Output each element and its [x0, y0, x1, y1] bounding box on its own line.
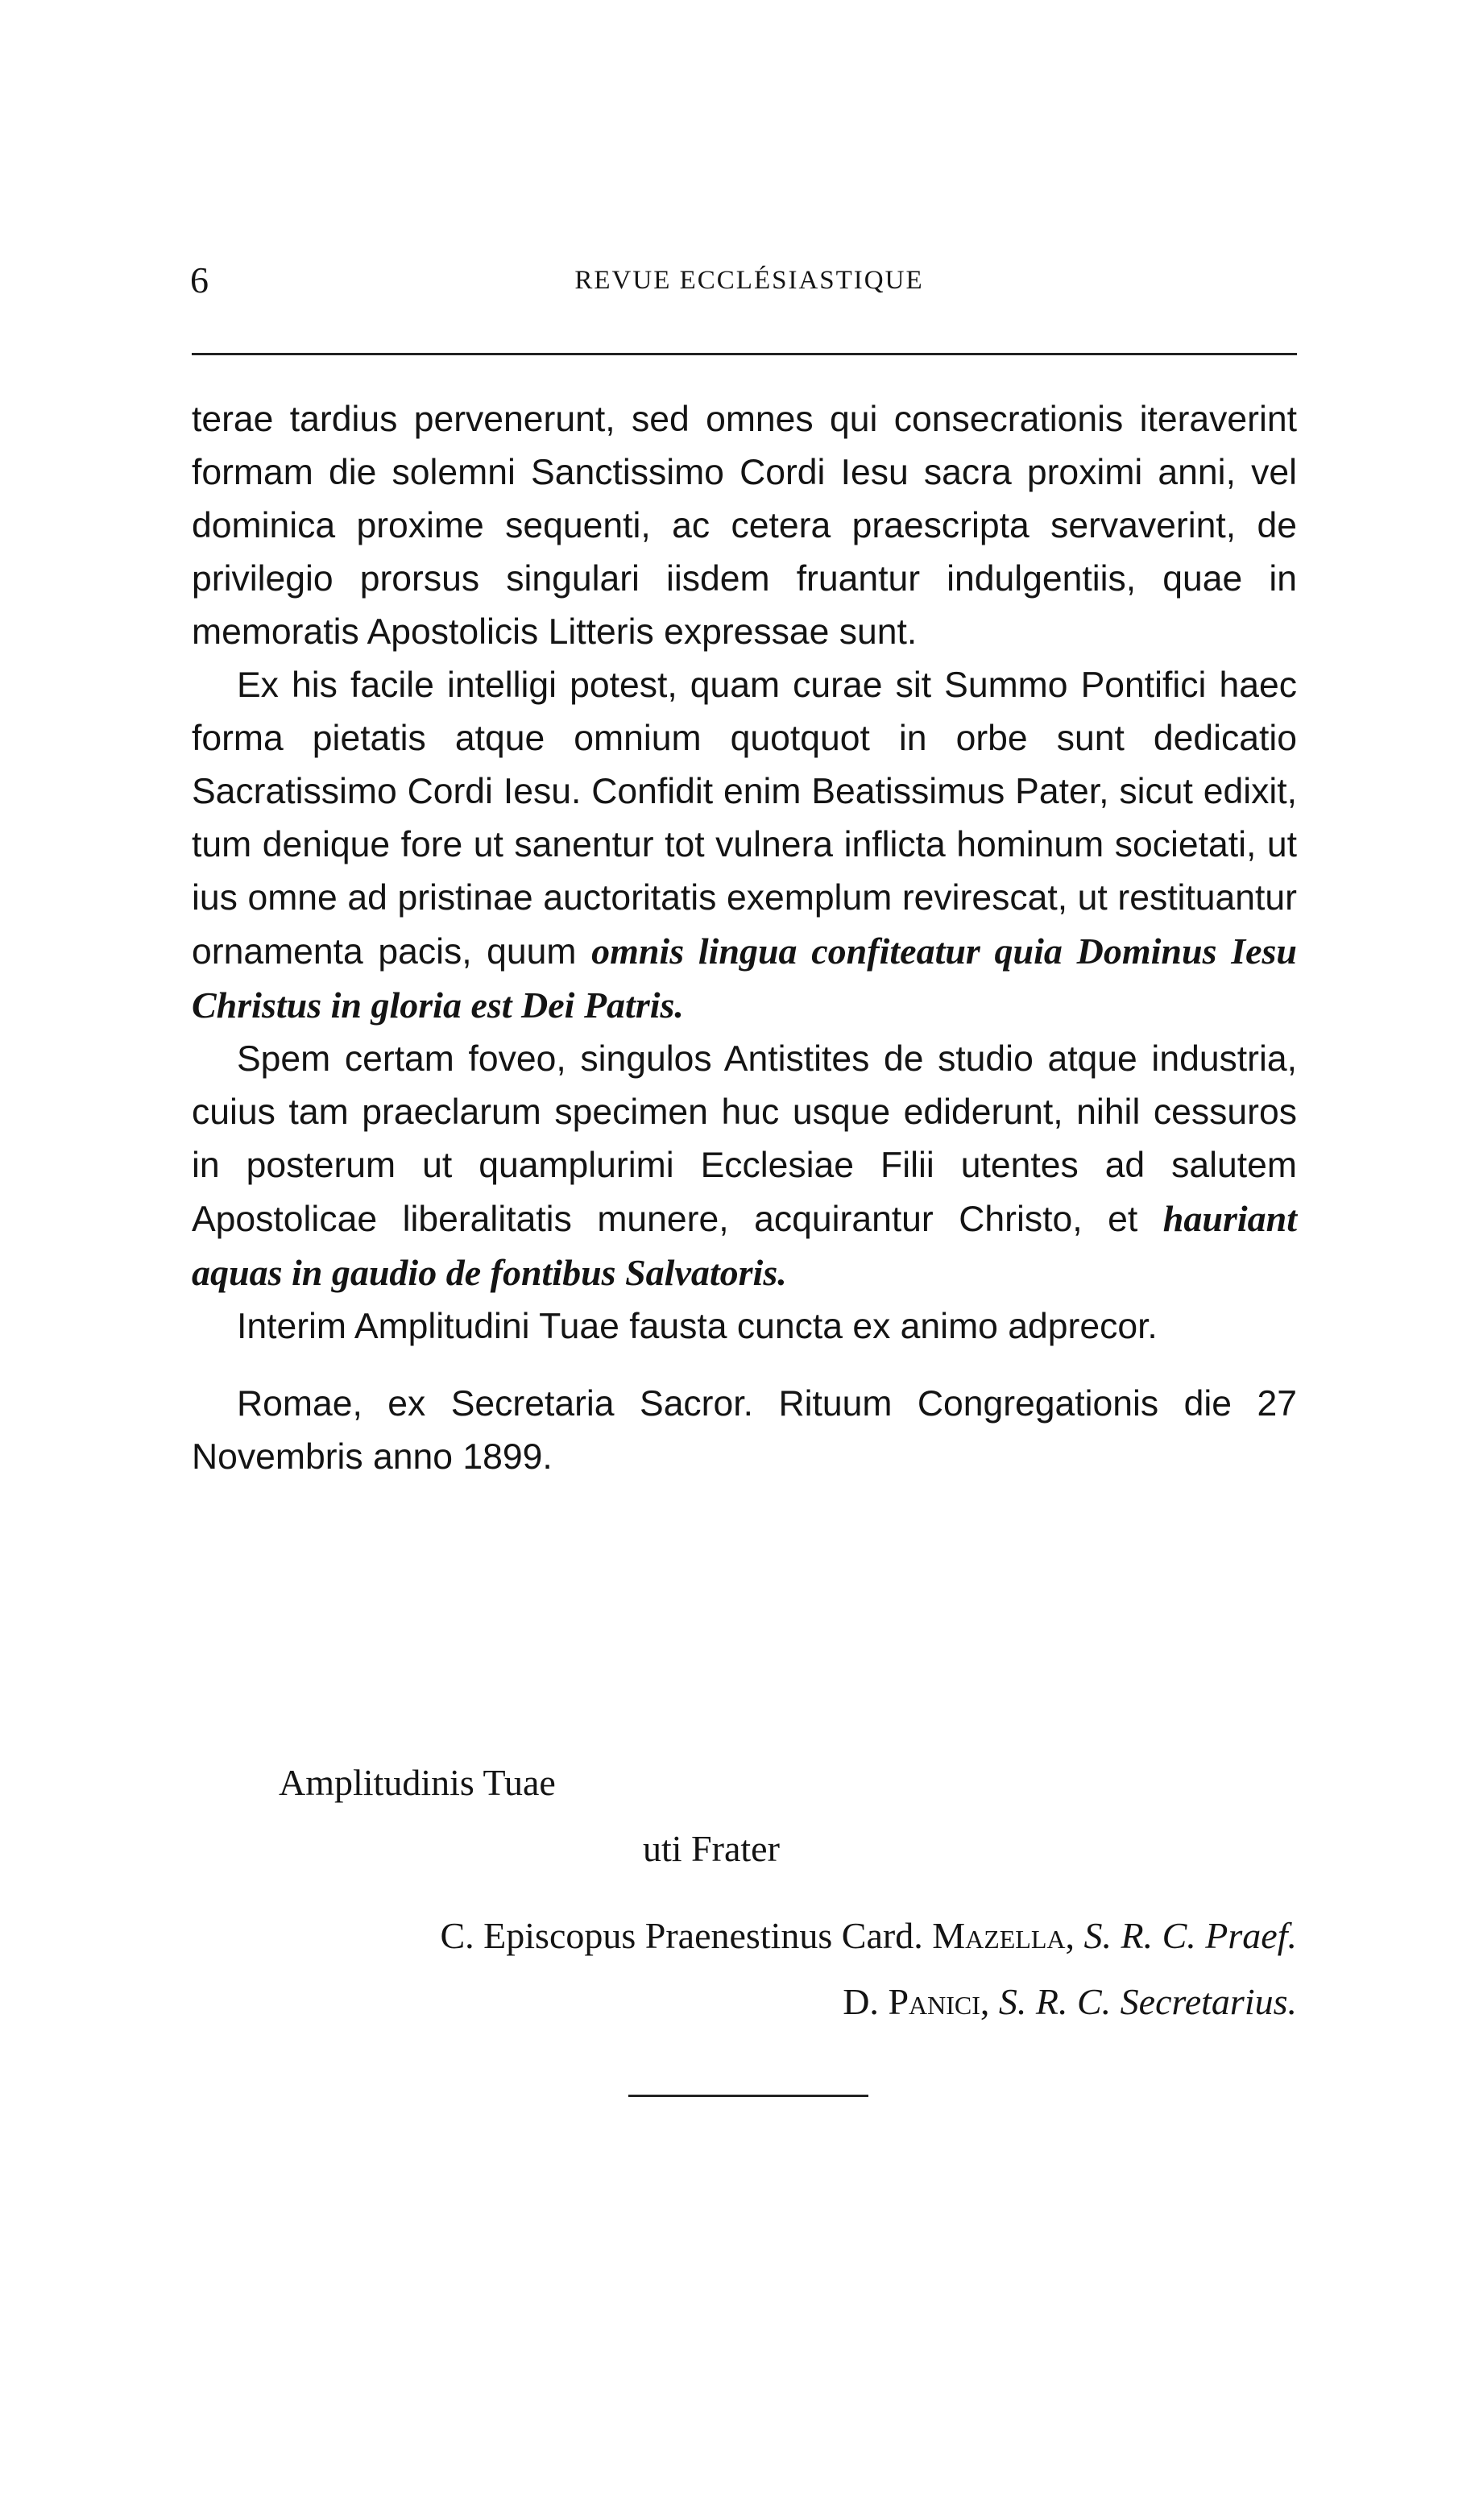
- signature-prefect-title: S. R. C. Praef.: [1083, 1915, 1297, 1956]
- signature-prefect-sep: ,: [1065, 1915, 1084, 1956]
- signature-prefect-prefix: C. Episcopus Praenestinus Card.: [440, 1915, 933, 1956]
- signature-secretary: [192, 1975, 1297, 2029]
- paragraph-5: [192, 1378, 1297, 1484]
- signature-prefect-name: Mazella: [932, 1915, 1066, 1956]
- italic-quotation: omnis lingua confiteatur quia Dominus Iesu Christus in gloria est Dei Patris.: [192, 930, 1297, 1026]
- header-rule: [192, 353, 1297, 355]
- signature-prefect: [192, 1909, 1297, 1963]
- signature-secretary-sep: ,: [980, 1981, 999, 2022]
- page-number: 6: [190, 259, 209, 300]
- italic-quotation: hauriant aquas in gaudio de fontibus Salvatoris.: [192, 1198, 1297, 1293]
- page-header: [185, 256, 1313, 305]
- footer-rule: [628, 2095, 868, 2097]
- paragraph-4: [192, 1300, 1297, 1353]
- closing-salutation: Amplitudinis Tuae: [279, 1762, 556, 1803]
- paragraph-text: terae tardius pervenerunt, sed omnes qui consecrationis iteraverint formam die solemni Sanctissimo Cordi Iesu sacra proximi anni, vel dominica proxime sequenti, ac cetera praescripta servaverint, de privilegio prorsus singulari iisdem fruantur indulgentiis, quae in memoratis Apostolicis Litteris expressae sunt.: [192, 400, 1297, 652]
- closing-frater: uti Frater: [643, 1828, 780, 1869]
- paragraph-2: [192, 659, 1297, 1033]
- body-text: [192, 393, 1297, 1484]
- signature-secretary-title: S. R. C. Secretarius.: [998, 1981, 1297, 2022]
- signature-secretary-name: Panici: [888, 1981, 980, 2022]
- paragraph-3: [192, 1033, 1297, 1300]
- paragraph-1: [192, 393, 1297, 659]
- paragraph-text: Interim Amplitudini Tuae fausta cuncta ex animo adprecor.: [237, 1307, 1158, 1346]
- paragraph-text: Ex his facile intelligi potest, quam curae sit Summo Pontifici haec forma pietatis atque omnium quotquot in orbe sunt dedicatio Sacratissimo Cordi Iesu. Confidit enim Beatissimus Pater, sicut edixit, tum denique fore ut sanentur tot vulnera inflicta hominum societati, ut ius omne ad pristinae auctoritatis exemplum revirescat, ut restituantur ornamenta pacis, quum: [192, 665, 1297, 972]
- running-title: REVUE ECCLÉSIASTIQUE: [574, 266, 924, 295]
- paragraph-text: Romae, ex Secretaria Sacror. Rituum Congregationis die 27 Novembris anno 1899.: [192, 1384, 1297, 1477]
- paragraph-text: Spem certam foveo, singulos Antistites de studio atque industria, cuius tam praeclarum specimen huc usque ediderunt, nihil cessuros in posterum ut quamplurimi Ecclesiae Filii utentes ad salutem Apostolicae liberalitatis munere, acquirantur Christo, et: [192, 1039, 1297, 1239]
- signature-secretary-prefix: D.: [843, 1981, 889, 2022]
